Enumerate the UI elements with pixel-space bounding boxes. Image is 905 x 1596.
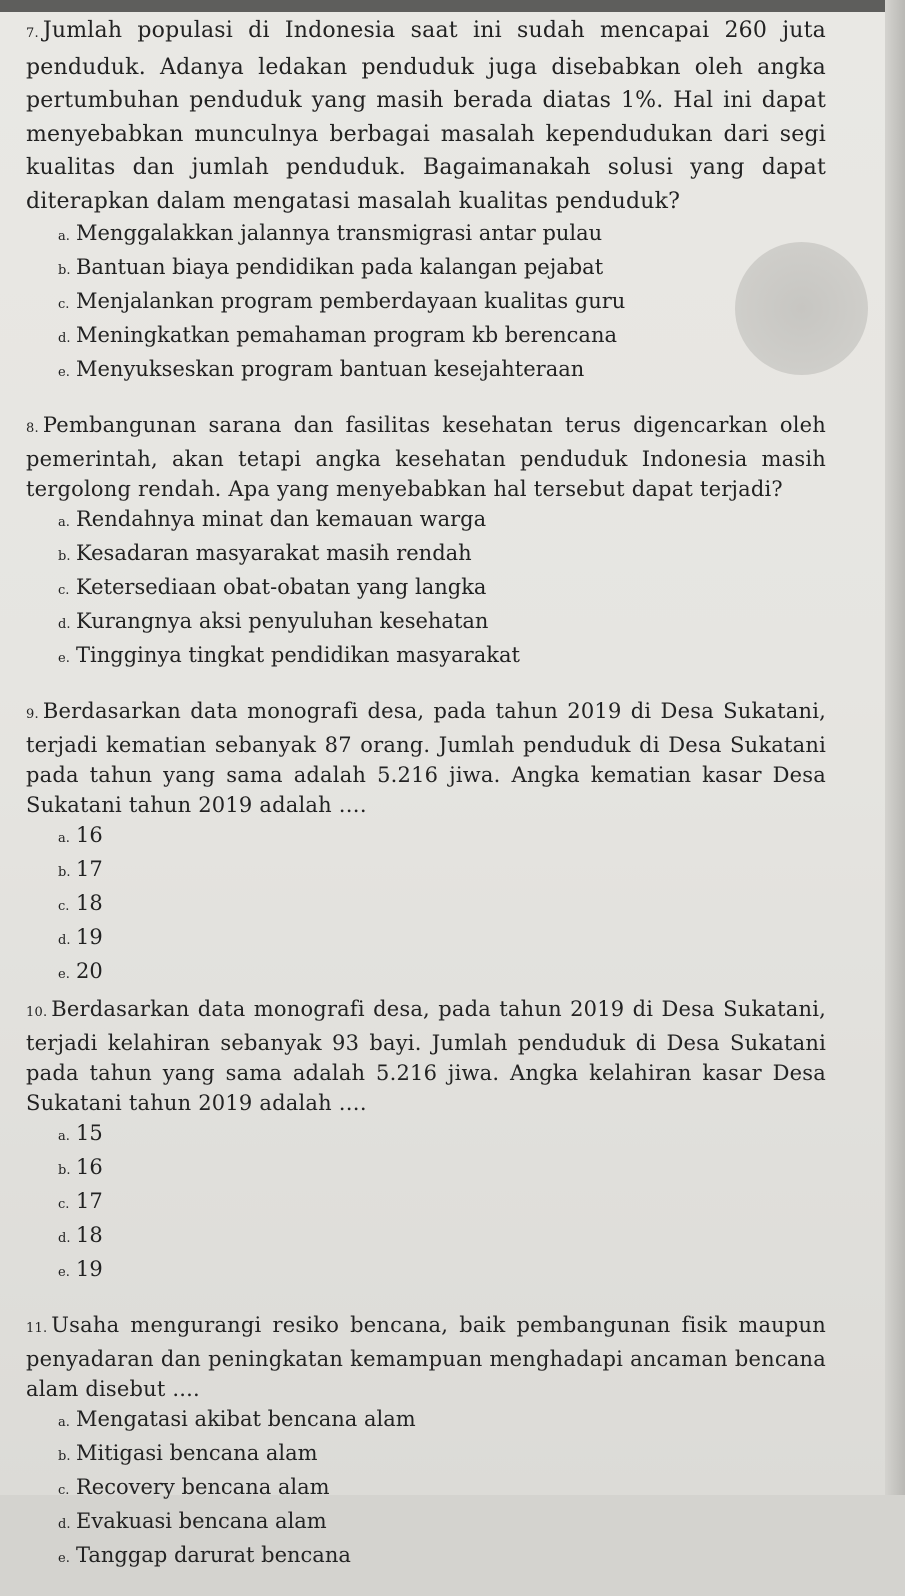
option-e[interactable] [58,1254,826,1288]
option-text: Menjalankan program pemberdayaan kualitas guru [76,289,626,313]
option-b[interactable] [58,1438,826,1472]
question-8 [26,410,826,674]
option-letter: b. [58,549,71,564]
option-letter: e. [58,1551,70,1566]
question-number: 9. [26,707,39,722]
option-b[interactable] [58,538,826,572]
photo-right-edge [885,0,905,1495]
option-letter: c. [58,297,70,312]
option-d[interactable] [58,1506,826,1540]
option-letter: a. [58,229,70,244]
option-c[interactable] [58,1472,826,1506]
option-letter: c. [58,899,70,914]
option-text: Rendahnya minat dan kemauan warga [76,507,487,531]
option-text: Menggalakkan jalannya transmigrasi antar pulau [76,221,603,245]
option-text: 15 [76,1121,103,1145]
question-text: Usaha mengurangi resiko bencana, baik pembangunan fisik maupun penyadaran dan peningkatan kemampuan menghadapi ancaman bencana alam disebut .... [26,1313,826,1401]
option-text: Evakuasi bencana alam [76,1509,327,1533]
option-a[interactable] [58,1404,826,1438]
option-d[interactable] [58,1220,826,1254]
question-7 [26,14,826,388]
option-c[interactable] [58,888,826,922]
option-text: 19 [76,1257,103,1281]
question-text: Jumlah populasi di Indonesia saat ini sudah mencapai 260 juta penduduk. Adanya ledakan penduduk juga disebabkan oleh angka pertumbuhan penduduk yang masih berada diatas 1%. Hal ini dapat menyebabkan munculnya berbagai masalah kependudukan dari segi kualitas dan jumlah penduduk. Bagaimanakah solusi yang dapat diterapkan dalam mengatasi masalah kualitas penduduk? [26,18,826,214]
option-text: Tingginya tingkat pendidikan masyarakat [76,643,520,667]
option-b[interactable] [58,252,826,286]
option-e[interactable] [58,640,826,674]
option-text: 20 [76,959,103,983]
option-text: 18 [76,891,103,915]
option-letter: b. [58,1449,71,1464]
question-11 [26,1310,826,1574]
option-text: Mengatasi akibat bencana alam [76,1407,416,1431]
option-letter: d. [58,617,71,632]
option-text: 16 [76,823,103,847]
question-number: 7. [26,26,39,41]
option-text: Mitigasi bencana alam [76,1441,318,1465]
question-stem [26,410,826,504]
option-c[interactable] [58,1186,826,1220]
option-letter: e. [58,1265,70,1280]
option-text: Kurangnya aksi penyuluhan kesehatan [76,609,489,633]
option-letter: a. [58,1415,70,1430]
question-stem [26,696,826,820]
option-e[interactable] [58,956,826,990]
option-letter: c. [58,1483,70,1498]
option-list [58,504,826,674]
option-list [58,820,826,990]
option-e[interactable] [58,1540,826,1574]
option-text: Recovery bencana alam [76,1475,330,1499]
option-letter: b. [58,865,71,880]
question-text: Berdasarkan data monografi desa, pada tahun 2019 di Desa Sukatani, terjadi kelahiran sebanyak 93 bayi. Jumlah penduduk di Desa Sukatani pada tahun yang sama adalah 5.216 jiwa. Angka kelahiran kasar Desa Sukatani tahun 2019 adalah …. [26,997,826,1115]
option-a[interactable] [58,820,826,854]
option-text: Bantuan biaya pendidikan pada kalangan pejabat [76,255,604,279]
option-d[interactable] [58,922,826,956]
question-text: Berdasarkan data monografi desa, pada tahun 2019 di Desa Sukatani, terjadi kematian sebanyak 87 orang. Jumlah penduduk di Desa Sukatani pada tahun yang sama adalah 5.216 jiwa. Angka kematian kasar Desa Sukatani tahun 2019 adalah …. [26,699,826,817]
option-letter: d. [58,1517,71,1532]
option-text: 17 [76,857,103,881]
option-letter: e. [58,967,70,982]
option-list [58,1118,826,1288]
option-list [58,1404,826,1574]
question-stem [26,1310,826,1404]
option-a[interactable] [58,218,826,252]
question-9 [26,696,826,990]
option-letter: e. [58,651,70,666]
option-text: Tanggap darurat bencana [76,1543,351,1567]
question-text: Pembangunan sarana dan fasilitas kesehatan terus digencarkan oleh pemerintah, akan tetapi angka kesehatan penduduk Indonesia masih tergolong rendah. Apa yang menyebabkan hal tersebut dapat terjadi? [26,413,826,501]
option-text: Ketersediaan obat-obatan yang langka [76,575,487,599]
option-b[interactable] [58,1152,826,1186]
question-number: 11. [26,1321,48,1336]
option-list [58,218,826,388]
option-letter: d. [58,331,71,346]
question-10 [26,994,826,1288]
option-letter: c. [58,583,70,598]
option-letter: a. [58,831,70,846]
option-text: Meningkatkan pemahaman program kb berencana [76,323,617,347]
question-number: 8. [26,421,39,436]
option-d[interactable] [58,320,826,354]
option-letter: e. [58,365,70,380]
option-e[interactable] [58,354,826,388]
option-c[interactable] [58,572,826,606]
option-a[interactable] [58,1118,826,1152]
question-stem [26,14,826,218]
option-letter: c. [58,1197,70,1212]
option-c[interactable] [58,286,826,320]
option-text: Menyukseskan program bantuan kesejahteraan [76,357,585,381]
option-text: 16 [76,1155,103,1179]
option-letter: a. [58,515,70,530]
option-letter: a. [58,1129,70,1144]
option-letter: b. [58,1163,71,1178]
option-d[interactable] [58,606,826,640]
option-text: Kesadaran masyarakat masih rendah [76,541,472,565]
question-list [26,14,826,1596]
option-text: 17 [76,1189,103,1213]
option-a[interactable] [58,504,826,538]
option-letter: d. [58,1231,71,1246]
option-b[interactable] [58,854,826,888]
option-letter: d. [58,933,71,948]
option-letter: b. [58,263,71,278]
question-number: 10. [26,1005,48,1020]
photo-top-edge [0,0,905,12]
question-stem [26,994,826,1118]
option-text: 19 [76,925,103,949]
option-text: 18 [76,1223,103,1247]
